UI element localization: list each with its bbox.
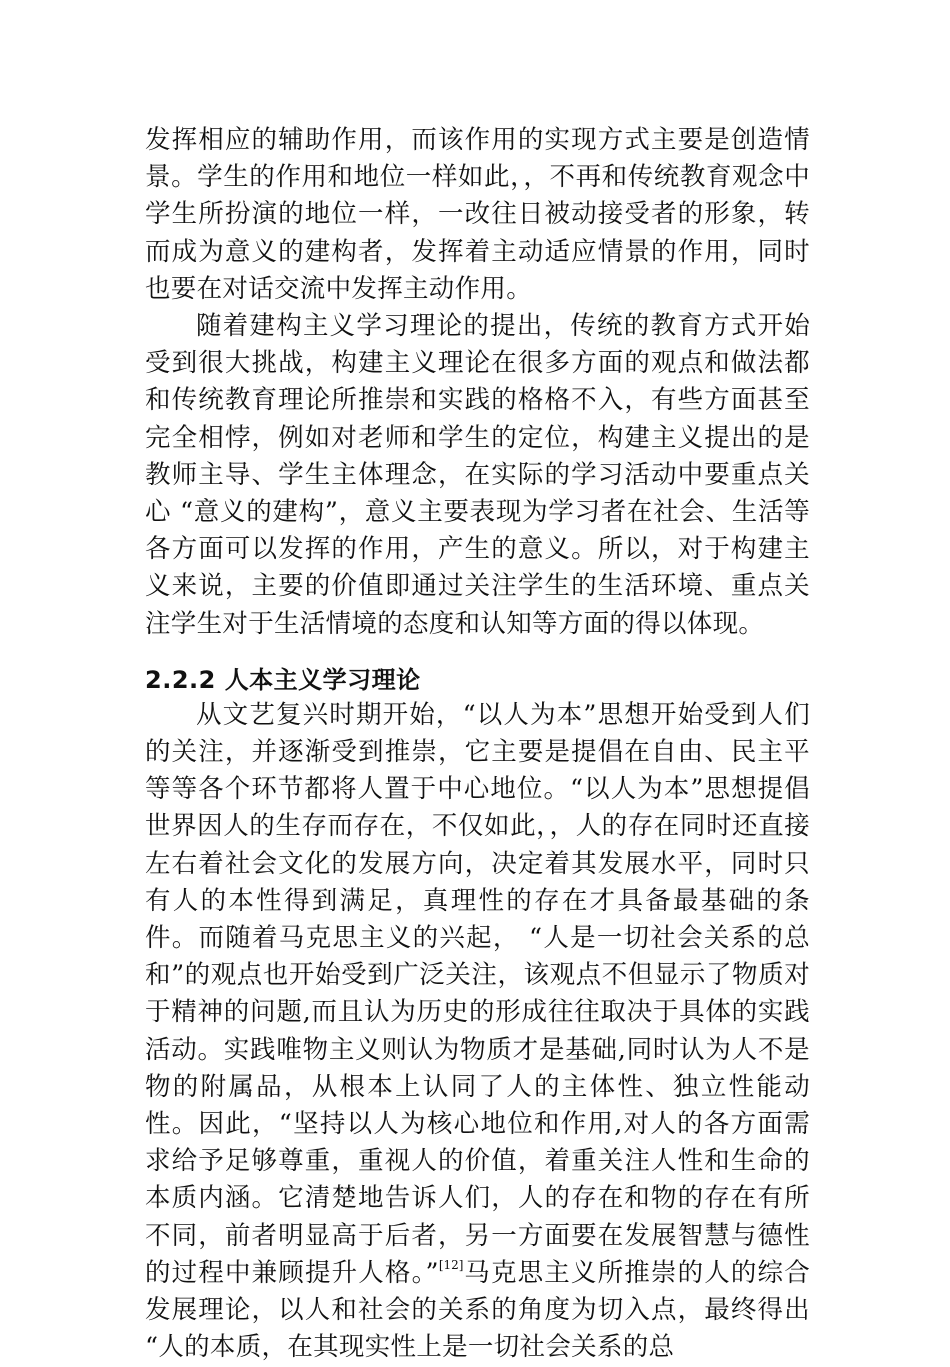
- paragraph-continuation: 发挥相应的辅助作用，而该作用的实现方式主要是创造情景。学生的作用和地位一样如此，，不再和传统教育观念中学生所扮演的地位一样，一改往日被动接受者的形象，转而成为意义的建构者，发挥着主动适应情景的作用，同时也要在对话交流中发挥主动作用。: [145, 125, 810, 304]
- paragraph-humanism: [145, 697, 810, 1367]
- citation-reference: [12]: [438, 1257, 464, 1272]
- page-body: [145, 122, 810, 1367]
- paragraph-constructivism: 随着建构主义学习理论的提出，传统的教育方式开始受到很大挑战，构建主义理论在很多方面的观点和做法都和传统教育理论所推崇和实践的格格不入，有些方面甚至完全相悖，例如对老师和学生的定位，构建主义提出的是教师主导、学生主体理念，在实际的学习活动中要重点关心 “意义的建构”，意义主要表现为学习者在社会、生活等各方面可以发挥的作用，产生的意义。所以，对于构建主义来说，主要的价值即通过关注学生的生活环境、重点关注学生对于生活情境的态度和认知等方面的得以体现。: [145, 311, 810, 639]
- paragraph-text-before-citation: 从文艺复兴时期开始，“以人为本”思想开始受到人们的关注，并逐渐受到推崇，它主要是提倡在自由、民主平等等各个环节都将人置于中心地位。“以人为本”思想提倡世界因人的生存而存在，不仅如此，，人的存在同时还直接左右着社会文化的发展方向，决定着其发展水平，同时只有人的本性得到满足，真理性的存在才具备最基础的条件。而随着马克思主义的兴起， “人是一切社会关系的总和”的观点也开始受到广泛关注，该观点不但显示了物质对于精神的问题,而且认为历史的形成往往取决于具体的实践活动。实践唯物主义则认为物质才是基础,同时认为人不是物的附属品，从根本上认同了人的主体性、独立性能动性。因此，“坚持以人为核心地位和作用,对人的各方面需求给予足够尊重，重视人的价值，着重关注人性和生命的本质内涵。它清楚地告诉人们，人的存在和物的存在有所不同，前者明显高于后者，另一方面要在发展智慧与德性的过程中兼顾提升人格。”: [145, 699, 810, 1288]
- paragraph-text-after-citation: 马克思主义所推崇的人的综合发展理论，以人和社会的关系的角度为切入点，最终得出 “人的本质，在其现实性上是一切社会关系的总: [145, 1257, 810, 1363]
- section-heading: 2.2.2 人本主义学习理论: [145, 665, 421, 694]
